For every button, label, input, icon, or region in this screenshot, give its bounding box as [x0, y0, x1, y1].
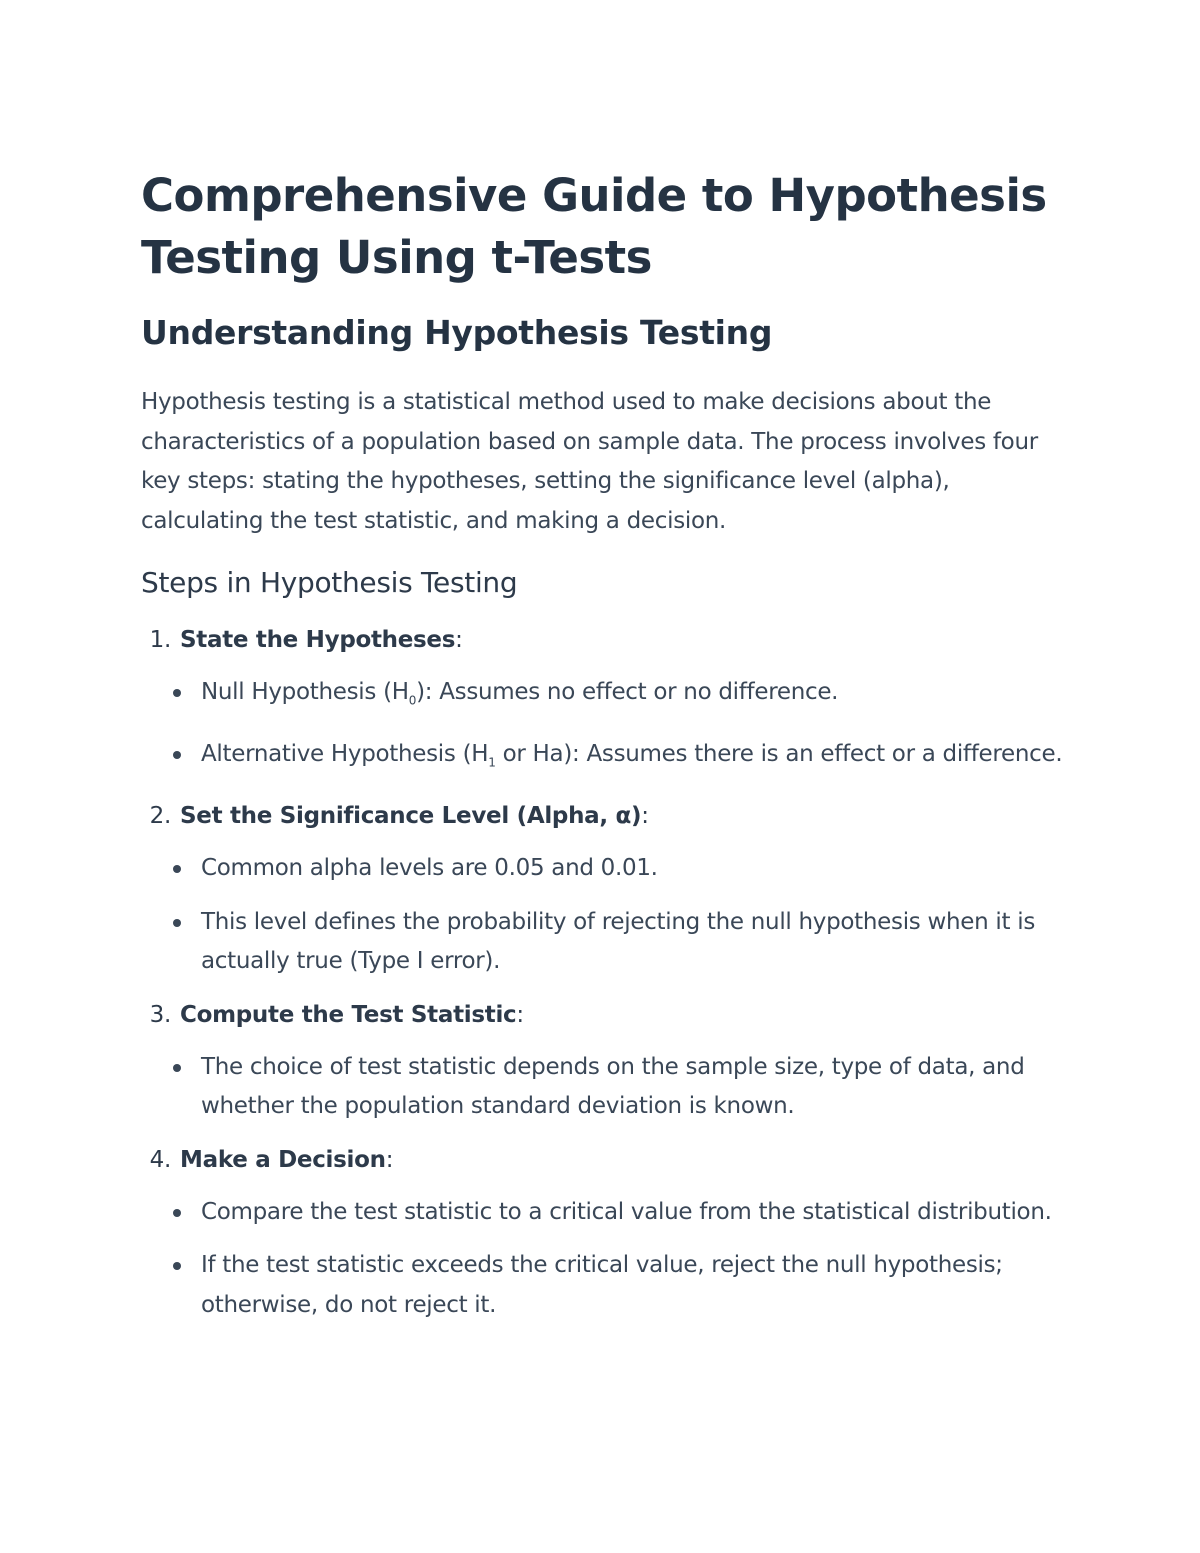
- step-heading: [141, 621, 1071, 659]
- bullet-text: Compare the test statistic to a critical value from the statistical distribution.: [201, 1198, 1052, 1225]
- bullet-icon: [173, 751, 181, 759]
- list-item: [141, 1048, 1071, 1127]
- step-heading: [141, 1141, 1071, 1179]
- list-item: [141, 1246, 1071, 1325]
- step-item: [141, 797, 1071, 982]
- list-item: [141, 903, 1071, 982]
- bullet-text: Common alpha levels are 0.05 and 0.01.: [201, 855, 658, 882]
- bullet-icon: [173, 865, 181, 873]
- subscript: 0: [408, 693, 417, 708]
- bullet-icon: [173, 1209, 181, 1217]
- bullet-text-tail: or Ha): Assumes there is an effect or a difference.: [495, 741, 1063, 768]
- step-title: Make a Decision: [180, 1146, 386, 1173]
- section-heading: Understanding Hypothesis Testing: [141, 313, 773, 352]
- step-colon: :: [455, 627, 463, 653]
- step-colon: :: [641, 803, 649, 830]
- step-bullets: [141, 849, 1071, 982]
- step-heading: [141, 996, 1071, 1034]
- step-colon: :: [385, 1146, 394, 1173]
- bullet-text: Null Hypothesis (H: [201, 679, 409, 705]
- list-item: [141, 1193, 1071, 1233]
- bullet-text-tail: ): Assumes no effect or no difference.: [416, 679, 839, 705]
- document-page: [141, 165, 1071, 1339]
- step-number: 1.: [149, 627, 171, 653]
- step-item: [141, 1141, 1071, 1326]
- steps-list: [141, 621, 1071, 1325]
- subsection-heading: Steps in Hypothesis Testing: [141, 566, 518, 599]
- bullet-icon: [173, 1262, 181, 1270]
- step-colon: :: [516, 1001, 524, 1028]
- section-intro: Hypothesis testing is a statistical method used to make decisions about the characteristics of a population based on sample data. The process involves four key steps: stating the hypotheses, setting the significance level (alpha), calculating the test statistic, and making a decision.: [141, 389, 1038, 534]
- step-number: 4.: [149, 1146, 171, 1173]
- step-number: 2.: [149, 803, 171, 830]
- step-item: [141, 996, 1071, 1127]
- step-title: State the Hypotheses: [180, 627, 456, 653]
- bullet-icon: [173, 919, 181, 927]
- bullet-text: If the test statistic exceeds the critical value, reject the null hypothesis; otherwise, do not reject it.: [201, 1252, 1003, 1318]
- step-number: 3.: [149, 1001, 171, 1028]
- bullet-icon: [173, 689, 181, 697]
- bullet-text: This level defines the probability of rejecting the null hypothesis when it is actually true (Type I error).: [201, 908, 1036, 975]
- step-item: [141, 621, 1071, 783]
- bullet-text: Alternative Hypothesis (H: [201, 741, 489, 768]
- list-item: [141, 849, 1071, 889]
- step-bullets: [141, 1048, 1071, 1127]
- step-bullets: [141, 1193, 1071, 1326]
- document-title: Comprehensive Guide to Hypothesis Testing Using t-Tests: [141, 169, 1047, 284]
- list-item: [141, 673, 1071, 721]
- step-bullets: [141, 673, 1071, 783]
- bullet-icon: [173, 1064, 181, 1072]
- step-heading: [141, 797, 1071, 835]
- step-title: Set the Significance Level (Alpha, α): [180, 803, 642, 830]
- step-title: Compute the Test Statistic: [180, 1001, 517, 1028]
- bullet-text: The choice of test statistic depends on the sample size, type of data, and whether the population standard deviation is known.: [201, 1053, 1025, 1120]
- subscript: 1: [488, 755, 496, 770]
- list-item: [141, 735, 1071, 783]
